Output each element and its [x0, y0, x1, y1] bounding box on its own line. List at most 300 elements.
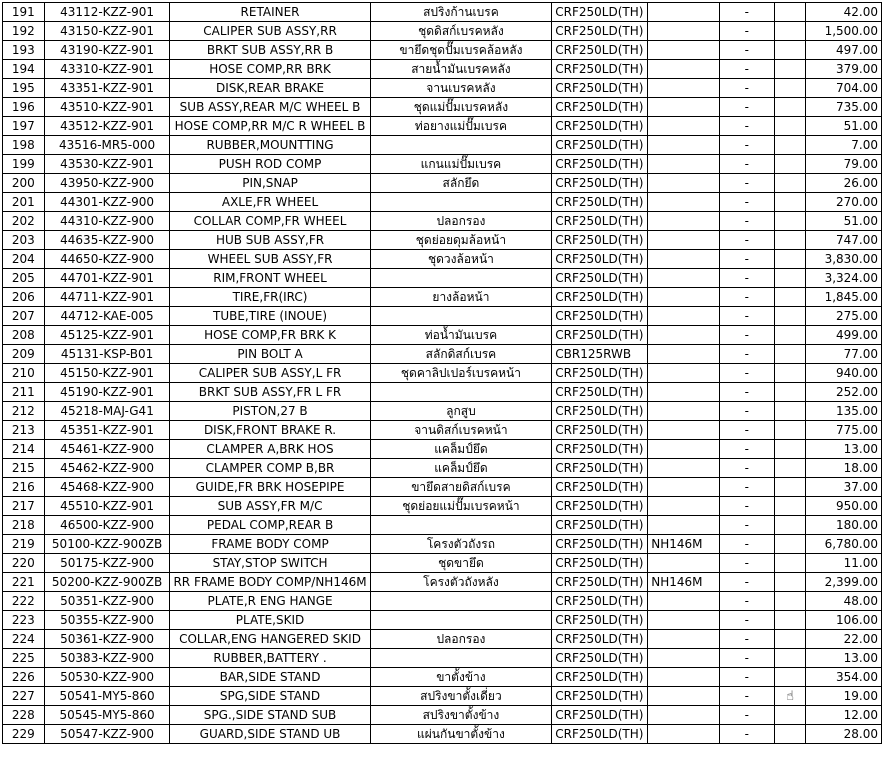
row-number-cell[interactable]: 218 — [3, 516, 45, 535]
color-code-cell[interactable] — [648, 687, 720, 706]
thai-name-cell[interactable] — [370, 592, 552, 611]
english-name-cell[interactable]: GUARD,SIDE STAND UB — [170, 725, 370, 744]
dash-cell[interactable]: - — [719, 402, 774, 421]
marker-cell[interactable] — [774, 79, 806, 98]
part-number-cell[interactable]: 50175-KZZ-900 — [44, 554, 170, 573]
dash-cell[interactable]: - — [719, 326, 774, 345]
model-cell[interactable]: CRF250LD(TH) — [552, 193, 648, 212]
row-number-cell[interactable]: 213 — [3, 421, 45, 440]
price-cell[interactable]: 499.00 — [806, 326, 882, 345]
dash-cell[interactable]: - — [719, 3, 774, 22]
english-name-cell[interactable]: SPG.,SIDE STAND SUB — [170, 706, 370, 725]
marker-cell[interactable] — [774, 288, 806, 307]
english-name-cell[interactable]: RUBBER,MOUNTTING — [170, 136, 370, 155]
model-cell[interactable]: CRF250LD(TH) — [552, 725, 648, 744]
dash-cell[interactable]: - — [719, 98, 774, 117]
english-name-cell[interactable]: FRAME BODY COMP — [170, 535, 370, 554]
price-cell[interactable]: 11.00 — [806, 554, 882, 573]
color-code-cell[interactable] — [648, 212, 720, 231]
color-code-cell[interactable] — [648, 345, 720, 364]
part-number-cell[interactable]: 50541-MY5-860 — [44, 687, 170, 706]
thai-name-cell[interactable]: ปลอกรอง — [370, 630, 552, 649]
marker-cell[interactable] — [774, 269, 806, 288]
dash-cell[interactable]: - — [719, 668, 774, 687]
thai-name-cell[interactable]: ขาตั้งข้าง — [370, 668, 552, 687]
price-cell[interactable]: 77.00 — [806, 345, 882, 364]
row-number-cell[interactable]: 203 — [3, 231, 45, 250]
dash-cell[interactable]: - — [719, 554, 774, 573]
price-cell[interactable]: 3,830.00 — [806, 250, 882, 269]
thai-name-cell[interactable]: ชุดย่อยดุมล้อหน้า — [370, 231, 552, 250]
color-code-cell[interactable] — [648, 725, 720, 744]
english-name-cell[interactable]: PISTON,27 B — [170, 402, 370, 421]
color-code-cell[interactable] — [648, 421, 720, 440]
part-number-cell[interactable]: 45510-KZZ-901 — [44, 497, 170, 516]
color-code-cell[interactable] — [648, 668, 720, 687]
thai-name-cell[interactable] — [370, 383, 552, 402]
thai-name-cell[interactable]: ปลอกรอง — [370, 212, 552, 231]
row-number-cell[interactable]: 198 — [3, 136, 45, 155]
color-code-cell[interactable] — [648, 611, 720, 630]
row-number-cell[interactable]: 196 — [3, 98, 45, 117]
marker-cell[interactable] — [774, 478, 806, 497]
dash-cell[interactable]: - — [719, 22, 774, 41]
price-cell[interactable]: 3,324.00 — [806, 269, 882, 288]
dash-cell[interactable]: - — [719, 117, 774, 136]
price-cell[interactable]: 747.00 — [806, 231, 882, 250]
marker-cell[interactable] — [774, 136, 806, 155]
marker-cell[interactable] — [774, 402, 806, 421]
price-cell[interactable]: 13.00 — [806, 440, 882, 459]
price-cell[interactable]: 37.00 — [806, 478, 882, 497]
row-number-cell[interactable]: 227 — [3, 687, 45, 706]
price-cell[interactable]: 497.00 — [806, 41, 882, 60]
color-code-cell[interactable] — [648, 174, 720, 193]
color-code-cell[interactable] — [648, 554, 720, 573]
dash-cell[interactable]: - — [719, 345, 774, 364]
marker-cell[interactable] — [774, 535, 806, 554]
english-name-cell[interactable]: BAR,SIDE STAND — [170, 668, 370, 687]
english-name-cell[interactable]: CALIPER SUB ASSY,RR — [170, 22, 370, 41]
thai-name-cell[interactable]: จานเบรคหลัง — [370, 79, 552, 98]
marker-cell[interactable] — [774, 98, 806, 117]
dash-cell[interactable]: - — [719, 155, 774, 174]
english-name-cell[interactable]: WHEEL SUB ASSY,FR — [170, 250, 370, 269]
model-cell[interactable]: CRF250LD(TH) — [552, 706, 648, 725]
dash-cell[interactable]: - — [719, 611, 774, 630]
thai-name-cell[interactable] — [370, 136, 552, 155]
english-name-cell[interactable]: PIN,SNAP — [170, 174, 370, 193]
dash-cell[interactable]: - — [719, 687, 774, 706]
price-cell[interactable]: 79.00 — [806, 155, 882, 174]
part-number-cell[interactable]: 50351-KZZ-900 — [44, 592, 170, 611]
english-name-cell[interactable]: SUB ASSY,REAR M/C WHEEL B — [170, 98, 370, 117]
row-number-cell[interactable]: 208 — [3, 326, 45, 345]
color-code-cell[interactable] — [648, 60, 720, 79]
part-number-cell[interactable]: 50547-KZZ-900 — [44, 725, 170, 744]
thai-name-cell[interactable] — [370, 516, 552, 535]
marker-cell[interactable] — [774, 649, 806, 668]
marker-cell[interactable] — [774, 41, 806, 60]
model-cell[interactable]: CRF250LD(TH) — [552, 60, 648, 79]
color-code-cell[interactable] — [648, 22, 720, 41]
part-number-cell[interactable]: 43310-KZZ-901 — [44, 60, 170, 79]
model-cell[interactable]: CRF250LD(TH) — [552, 22, 648, 41]
part-number-cell[interactable]: 43950-KZZ-900 — [44, 174, 170, 193]
english-name-cell[interactable]: TIRE,FR(IRC) — [170, 288, 370, 307]
price-cell[interactable]: 1,845.00 — [806, 288, 882, 307]
color-code-cell[interactable] — [648, 440, 720, 459]
price-cell[interactable]: 19.00 — [806, 687, 882, 706]
color-code-cell[interactable] — [648, 516, 720, 535]
part-number-cell[interactable]: 43510-KZZ-901 — [44, 98, 170, 117]
model-cell[interactable]: CRF250LD(TH) — [552, 535, 648, 554]
price-cell[interactable]: 42.00 — [806, 3, 882, 22]
row-number-cell[interactable]: 225 — [3, 649, 45, 668]
row-number-cell[interactable]: 228 — [3, 706, 45, 725]
thai-name-cell[interactable] — [370, 649, 552, 668]
part-number-cell[interactable]: 45462-KZZ-900 — [44, 459, 170, 478]
price-cell[interactable]: 51.00 — [806, 212, 882, 231]
price-cell[interactable]: 106.00 — [806, 611, 882, 630]
model-cell[interactable]: CRF250LD(TH) — [552, 136, 648, 155]
part-number-cell[interactable]: 45125-KZZ-901 — [44, 326, 170, 345]
dash-cell[interactable]: - — [719, 269, 774, 288]
row-number-cell[interactable]: 205 — [3, 269, 45, 288]
row-number-cell[interactable]: 199 — [3, 155, 45, 174]
dash-cell[interactable]: - — [719, 706, 774, 725]
row-number-cell[interactable]: 206 — [3, 288, 45, 307]
dash-cell[interactable]: - — [719, 212, 774, 231]
row-number-cell[interactable]: 221 — [3, 573, 45, 592]
color-code-cell[interactable] — [648, 231, 720, 250]
model-cell[interactable]: CRF250LD(TH) — [552, 611, 648, 630]
dash-cell[interactable]: - — [719, 307, 774, 326]
model-cell[interactable]: CRF250LD(TH) — [552, 383, 648, 402]
price-cell[interactable]: 180.00 — [806, 516, 882, 535]
english-name-cell[interactable]: PIN BOLT A — [170, 345, 370, 364]
model-cell[interactable]: CRF250LD(TH) — [552, 668, 648, 687]
price-cell[interactable]: 354.00 — [806, 668, 882, 687]
model-cell[interactable]: CRF250LD(TH) — [552, 592, 648, 611]
price-cell[interactable]: 940.00 — [806, 364, 882, 383]
english-name-cell[interactable]: HUB SUB ASSY,FR — [170, 231, 370, 250]
color-code-cell[interactable] — [648, 41, 720, 60]
dash-cell[interactable]: - — [719, 364, 774, 383]
color-code-cell[interactable]: NH146M — [648, 573, 720, 592]
row-number-cell[interactable]: 200 — [3, 174, 45, 193]
row-number-cell[interactable]: 195 — [3, 79, 45, 98]
row-number-cell[interactable]: 220 — [3, 554, 45, 573]
model-cell[interactable]: CRF250LD(TH) — [552, 174, 648, 193]
price-cell[interactable]: 735.00 — [806, 98, 882, 117]
marker-cell[interactable] — [774, 3, 806, 22]
thai-name-cell[interactable] — [370, 307, 552, 326]
part-number-cell[interactable]: 44711-KZZ-901 — [44, 288, 170, 307]
price-cell[interactable]: 270.00 — [806, 193, 882, 212]
row-number-cell[interactable]: 215 — [3, 459, 45, 478]
english-name-cell[interactable]: TUBE,TIRE (INOUE) — [170, 307, 370, 326]
part-number-cell[interactable]: 46500-KZZ-900 — [44, 516, 170, 535]
dash-cell[interactable]: - — [719, 193, 774, 212]
price-cell[interactable]: 2,399.00 — [806, 573, 882, 592]
row-number-cell[interactable]: 222 — [3, 592, 45, 611]
dash-cell[interactable]: - — [719, 250, 774, 269]
price-cell[interactable]: 135.00 — [806, 402, 882, 421]
thai-name-cell[interactable]: สลักยึด — [370, 174, 552, 193]
marker-cell[interactable] — [774, 668, 806, 687]
part-number-cell[interactable]: 45190-KZZ-901 — [44, 383, 170, 402]
price-cell[interactable]: 704.00 — [806, 79, 882, 98]
thai-name-cell[interactable]: ยางล้อหน้า — [370, 288, 552, 307]
english-name-cell[interactable]: RIM,FRONT WHEEL — [170, 269, 370, 288]
model-cell[interactable]: CRF250LD(TH) — [552, 364, 648, 383]
part-number-cell[interactable]: 45351-KZZ-901 — [44, 421, 170, 440]
color-code-cell[interactable] — [648, 250, 720, 269]
price-cell[interactable]: 48.00 — [806, 592, 882, 611]
part-number-cell[interactable]: 50200-KZZ-900ZB — [44, 573, 170, 592]
row-number-cell[interactable]: 211 — [3, 383, 45, 402]
thai-name-cell[interactable]: โครงตัวถังรถ — [370, 535, 552, 554]
thai-name-cell[interactable] — [370, 193, 552, 212]
english-name-cell[interactable]: CLAMPER A,BRK HOS — [170, 440, 370, 459]
part-number-cell[interactable]: 44301-KZZ-900 — [44, 193, 170, 212]
english-name-cell[interactable]: GUIDE,FR BRK HOSEPIPE — [170, 478, 370, 497]
marker-cell[interactable] — [774, 706, 806, 725]
thai-name-cell[interactable]: ท่อน้ำมันเบรค — [370, 326, 552, 345]
price-cell[interactable]: 12.00 — [806, 706, 882, 725]
model-cell[interactable]: CRF250LD(TH) — [552, 478, 648, 497]
thai-name-cell[interactable] — [370, 611, 552, 630]
english-name-cell[interactable]: COLLAR,ENG HANGERED SKID — [170, 630, 370, 649]
part-number-cell[interactable]: 45218-MAJ-G41 — [44, 402, 170, 421]
row-number-cell[interactable]: 224 — [3, 630, 45, 649]
model-cell[interactable]: CRF250LD(TH) — [552, 649, 648, 668]
model-cell[interactable]: CRF250LD(TH) — [552, 630, 648, 649]
part-number-cell[interactable]: 50383-KZZ-900 — [44, 649, 170, 668]
marker-cell[interactable] — [774, 554, 806, 573]
color-code-cell[interactable] — [648, 155, 720, 174]
color-code-cell[interactable] — [648, 193, 720, 212]
dash-cell[interactable]: - — [719, 288, 774, 307]
english-name-cell[interactable]: CLAMPER COMP B,BR — [170, 459, 370, 478]
thai-name-cell[interactable]: ขายึดสายดิสก์เบรค — [370, 478, 552, 497]
part-number-cell[interactable]: 43512-KZZ-901 — [44, 117, 170, 136]
model-cell[interactable]: CRF250LD(TH) — [552, 155, 648, 174]
marker-cell[interactable] — [774, 725, 806, 744]
thai-name-cell[interactable]: ชุดคาลิปเปอร์เบรคหน้า — [370, 364, 552, 383]
english-name-cell[interactable]: BRKT SUB ASSY,RR B — [170, 41, 370, 60]
dash-cell[interactable]: - — [719, 421, 774, 440]
part-number-cell[interactable]: 50530-KZZ-900 — [44, 668, 170, 687]
model-cell[interactable]: CRF250LD(TH) — [552, 41, 648, 60]
model-cell[interactable]: CRF250LD(TH) — [552, 117, 648, 136]
thai-name-cell[interactable]: ชุดวงล้อหน้า — [370, 250, 552, 269]
dash-cell[interactable]: - — [719, 478, 774, 497]
part-number-cell[interactable]: 50361-KZZ-900 — [44, 630, 170, 649]
thai-name-cell[interactable]: สลักดิสก์เบรค — [370, 345, 552, 364]
dash-cell[interactable]: - — [719, 497, 774, 516]
price-cell[interactable]: 6,780.00 — [806, 535, 882, 554]
marker-cell[interactable] — [774, 307, 806, 326]
english-name-cell[interactable]: HOSE COMP,RR BRK — [170, 60, 370, 79]
dash-cell[interactable]: - — [719, 60, 774, 79]
thai-name-cell[interactable]: ชุดย่อยแม่ปั๊มเบรคหน้า — [370, 497, 552, 516]
marker-cell[interactable] — [774, 687, 806, 706]
thai-name-cell[interactable]: แคล็มป์ยึด — [370, 440, 552, 459]
thai-name-cell[interactable]: ขายึดชุดปั๊มเบรคล้อหลัง — [370, 41, 552, 60]
dash-cell[interactable]: - — [719, 136, 774, 155]
marker-cell[interactable] — [774, 383, 806, 402]
row-number-cell[interactable]: 192 — [3, 22, 45, 41]
price-cell[interactable]: 950.00 — [806, 497, 882, 516]
color-code-cell[interactable] — [648, 326, 720, 345]
english-name-cell[interactable]: PUSH ROD COMP — [170, 155, 370, 174]
marker-cell[interactable] — [774, 117, 806, 136]
row-number-cell[interactable]: 202 — [3, 212, 45, 231]
color-code-cell[interactable] — [648, 592, 720, 611]
thai-name-cell[interactable]: ชุดขายึด — [370, 554, 552, 573]
price-cell[interactable]: 18.00 — [806, 459, 882, 478]
row-number-cell[interactable]: 204 — [3, 250, 45, 269]
english-name-cell[interactable]: STAY,STOP SWITCH — [170, 554, 370, 573]
color-code-cell[interactable] — [648, 706, 720, 725]
model-cell[interactable]: CRF250LD(TH) — [552, 307, 648, 326]
model-cell[interactable]: CRF250LD(TH) — [552, 250, 648, 269]
row-number-cell[interactable]: 219 — [3, 535, 45, 554]
thai-name-cell[interactable]: ท่อยางแม่ปั๊มเบรค — [370, 117, 552, 136]
price-cell[interactable]: 22.00 — [806, 630, 882, 649]
marker-cell[interactable] — [774, 60, 806, 79]
part-number-cell[interactable]: 44712-KAE-005 — [44, 307, 170, 326]
row-number-cell[interactable]: 212 — [3, 402, 45, 421]
row-number-cell[interactable]: 193 — [3, 41, 45, 60]
marker-cell[interactable] — [774, 250, 806, 269]
marker-cell[interactable] — [774, 364, 806, 383]
price-cell[interactable]: 13.00 — [806, 649, 882, 668]
dash-cell[interactable]: - — [719, 174, 774, 193]
price-cell[interactable]: 28.00 — [806, 725, 882, 744]
english-name-cell[interactable]: CALIPER SUB ASSY,L FR — [170, 364, 370, 383]
color-code-cell[interactable] — [648, 630, 720, 649]
dash-cell[interactable]: - — [719, 440, 774, 459]
thai-name-cell[interactable]: โครงตัวถังหลัง — [370, 573, 552, 592]
marker-cell[interactable] — [774, 345, 806, 364]
color-code-cell[interactable] — [648, 364, 720, 383]
part-number-cell[interactable]: 43112-KZZ-901 — [44, 3, 170, 22]
color-code-cell[interactable] — [648, 402, 720, 421]
price-cell[interactable]: 252.00 — [806, 383, 882, 402]
part-number-cell[interactable]: 45131-KSP-B01 — [44, 345, 170, 364]
thai-name-cell[interactable]: สปริงก้านเบรค — [370, 3, 552, 22]
marker-cell[interactable] — [774, 459, 806, 478]
english-name-cell[interactable]: HOSE COMP,RR M/C R WHEEL B — [170, 117, 370, 136]
row-number-cell[interactable]: 209 — [3, 345, 45, 364]
color-code-cell[interactable] — [648, 497, 720, 516]
row-number-cell[interactable]: 207 — [3, 307, 45, 326]
row-number-cell[interactable]: 197 — [3, 117, 45, 136]
part-number-cell[interactable]: 44310-KZZ-900 — [44, 212, 170, 231]
row-number-cell[interactable]: 216 — [3, 478, 45, 497]
model-cell[interactable]: CRF250LD(TH) — [552, 687, 648, 706]
english-name-cell[interactable]: DISK,FRONT BRAKE R. — [170, 421, 370, 440]
row-number-cell[interactable]: 217 — [3, 497, 45, 516]
price-cell[interactable]: 275.00 — [806, 307, 882, 326]
marker-cell[interactable] — [774, 573, 806, 592]
part-number-cell[interactable]: 43150-KZZ-901 — [44, 22, 170, 41]
marker-cell[interactable] — [774, 630, 806, 649]
dash-cell[interactable]: - — [719, 383, 774, 402]
price-cell[interactable]: 7.00 — [806, 136, 882, 155]
model-cell[interactable]: CBR125RWB — [552, 345, 648, 364]
part-number-cell[interactable]: 45150-KZZ-901 — [44, 364, 170, 383]
marker-cell[interactable] — [774, 193, 806, 212]
part-number-cell[interactable]: 45461-KZZ-900 — [44, 440, 170, 459]
model-cell[interactable]: CRF250LD(TH) — [552, 231, 648, 250]
color-code-cell[interactable] — [648, 459, 720, 478]
english-name-cell[interactable]: BRKT SUB ASSY,FR L FR — [170, 383, 370, 402]
color-code-cell[interactable] — [648, 3, 720, 22]
model-cell[interactable]: CRF250LD(TH) — [552, 402, 648, 421]
part-number-cell[interactable]: 44650-KZZ-900 — [44, 250, 170, 269]
price-cell[interactable]: 1,500.00 — [806, 22, 882, 41]
english-name-cell[interactable]: PLATE,R ENG HANGE — [170, 592, 370, 611]
thai-name-cell[interactable] — [370, 269, 552, 288]
color-code-cell[interactable] — [648, 383, 720, 402]
model-cell[interactable]: CRF250LD(TH) — [552, 554, 648, 573]
dash-cell[interactable]: - — [719, 630, 774, 649]
thai-name-cell[interactable]: ชุดแม่ปั๊มเบรคหลัง — [370, 98, 552, 117]
price-cell[interactable]: 26.00 — [806, 174, 882, 193]
model-cell[interactable]: CRF250LD(TH) — [552, 573, 648, 592]
model-cell[interactable]: CRF250LD(TH) — [552, 212, 648, 231]
marker-cell[interactable] — [774, 231, 806, 250]
dash-cell[interactable]: - — [719, 649, 774, 668]
row-number-cell[interactable]: 214 — [3, 440, 45, 459]
part-number-cell[interactable]: 50545-MY5-860 — [44, 706, 170, 725]
dash-cell[interactable]: - — [719, 592, 774, 611]
part-number-cell[interactable]: 43530-KZZ-901 — [44, 155, 170, 174]
english-name-cell[interactable]: PEDAL COMP,REAR B — [170, 516, 370, 535]
model-cell[interactable]: CRF250LD(TH) — [552, 497, 648, 516]
part-number-cell[interactable]: 44635-KZZ-900 — [44, 231, 170, 250]
model-cell[interactable]: CRF250LD(TH) — [552, 98, 648, 117]
part-number-cell[interactable]: 50355-KZZ-900 — [44, 611, 170, 630]
english-name-cell[interactable]: HOSE COMP,FR BRK K — [170, 326, 370, 345]
price-cell[interactable]: 775.00 — [806, 421, 882, 440]
english-name-cell[interactable]: RUBBER,BATTERY . — [170, 649, 370, 668]
dash-cell[interactable]: - — [719, 79, 774, 98]
color-code-cell[interactable] — [648, 649, 720, 668]
thai-name-cell[interactable]: แคล็มป์ยึด — [370, 459, 552, 478]
english-name-cell[interactable]: RETAINER — [170, 3, 370, 22]
model-cell[interactable]: CRF250LD(TH) — [552, 421, 648, 440]
color-code-cell[interactable] — [648, 136, 720, 155]
dash-cell[interactable]: - — [719, 41, 774, 60]
marker-cell[interactable] — [774, 22, 806, 41]
row-number-cell[interactable]: 223 — [3, 611, 45, 630]
color-code-cell[interactable] — [648, 478, 720, 497]
price-cell[interactable]: 51.00 — [806, 117, 882, 136]
marker-cell[interactable] — [774, 440, 806, 459]
english-name-cell[interactable]: DISK,REAR BRAKE — [170, 79, 370, 98]
row-number-cell[interactable]: 191 — [3, 3, 45, 22]
row-number-cell[interactable]: 210 — [3, 364, 45, 383]
marker-cell[interactable] — [774, 497, 806, 516]
marker-cell[interactable] — [774, 421, 806, 440]
color-code-cell[interactable] — [648, 269, 720, 288]
price-cell[interactable]: 379.00 — [806, 60, 882, 79]
